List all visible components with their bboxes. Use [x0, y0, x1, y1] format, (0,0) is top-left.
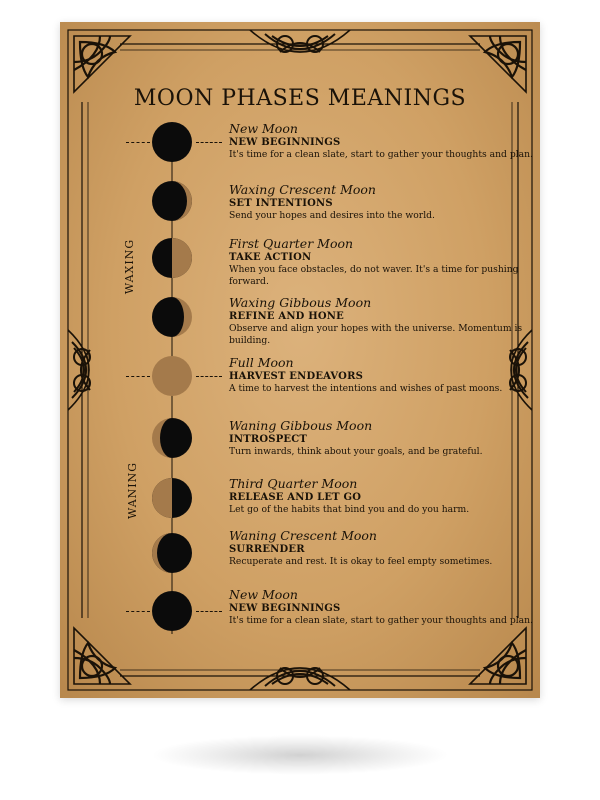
- phase-description: Turn inwards, think about your goals, and be grateful.: [229, 446, 483, 457]
- phase-name: Waxing Gibbous Moon: [229, 295, 372, 310]
- phase-name: Waning Crescent Moon: [229, 528, 377, 543]
- phase-text: [229, 183, 534, 222]
- corner-knot-bottom-right-icon: [470, 628, 526, 684]
- phase-name: Third Quarter Moon: [229, 476, 358, 491]
- phase-description: When you face obstacles, do not waver. It's a time for pushing forward.: [229, 264, 519, 287]
- phase-text: [229, 296, 534, 347]
- center-knot-top-icon: [250, 30, 350, 52]
- phase-keyword: HARVEST ENDEAVORS: [229, 371, 364, 382]
- first-quarter-moon-icon: [152, 238, 192, 278]
- dash-right: [196, 376, 222, 377]
- phase-keyword: RELEASE AND LET GO: [229, 492, 362, 503]
- dash-left: [126, 142, 150, 143]
- phase-text: [229, 419, 534, 458]
- phase-text: [229, 356, 534, 395]
- dash-right: [196, 142, 222, 143]
- waning-crescent-moon-icon: [152, 533, 192, 573]
- phase-description: Recuperate and rest. It is okay to feel empty sometimes.: [229, 556, 493, 567]
- moon-phases-poster: [60, 22, 540, 698]
- side-knot-left-icon: [68, 330, 90, 410]
- phase-description: Send your hopes and desires into the world.: [229, 210, 435, 221]
- full-moon-icon: [152, 356, 192, 396]
- phase-keyword: NEW BEGINNINGS: [229, 603, 341, 614]
- waning-label: WANING: [126, 461, 140, 520]
- phase-description: Let go of the habits that bind you and do you harm.: [229, 504, 470, 515]
- center-knot-bottom-icon: [250, 668, 350, 690]
- phase-keyword: SURRENDER: [229, 544, 305, 555]
- phase-name: Waxing Crescent Moon: [229, 182, 376, 197]
- phase-name: New Moon: [229, 587, 298, 602]
- phase-keyword: REFINE AND HONE: [229, 311, 344, 322]
- waxing-gibbous-moon-icon: [152, 297, 192, 337]
- corner-knot-top-left-icon: [74, 36, 130, 92]
- corner-knot-top-right-icon: [470, 36, 526, 92]
- phase-description: Observe and align your hopes with the universe. Momentum is building.: [229, 323, 523, 346]
- new-moon-icon: [152, 122, 192, 162]
- waning-gibbous-moon-icon: [152, 418, 192, 458]
- phase-name: New Moon: [229, 121, 298, 136]
- third-quarter-moon-icon: [152, 478, 192, 518]
- phase-text: [229, 122, 534, 161]
- phase-text: [229, 588, 534, 627]
- phase-name: First Quarter Moon: [229, 236, 354, 251]
- dash-left: [126, 376, 150, 377]
- dash-left: [126, 611, 150, 612]
- phase-text: [229, 237, 534, 288]
- poster-title: MOON PHASES MEANINGS: [133, 86, 467, 111]
- phase-keyword: SET INTENTIONS: [229, 198, 333, 209]
- poster-shadow: [150, 735, 450, 775]
- phase-keyword: TAKE ACTION: [229, 252, 312, 263]
- waxing-label: WAXING: [123, 238, 137, 295]
- phase-name: Full Moon: [229, 355, 294, 370]
- phase-keyword: NEW BEGINNINGS: [229, 137, 341, 148]
- phase-text: [229, 477, 534, 516]
- new-moon-icon: [152, 591, 192, 631]
- phase-text: [229, 529, 534, 568]
- dash-right: [196, 611, 222, 612]
- corner-knot-bottom-left-icon: [74, 628, 130, 684]
- phase-description: A time to harvest the intentions and wishes of past moons.: [229, 383, 503, 394]
- phase-description: It's time for a clean slate, start to gather your thoughts and plan.: [229, 615, 533, 626]
- waxing-crescent-moon-icon: [152, 181, 192, 221]
- phase-name: Waning Gibbous Moon: [229, 418, 373, 433]
- phase-description: It's time for a clean slate, start to gather your thoughts and plan.: [229, 149, 533, 160]
- phase-keyword: INTROSPECT: [229, 434, 308, 445]
